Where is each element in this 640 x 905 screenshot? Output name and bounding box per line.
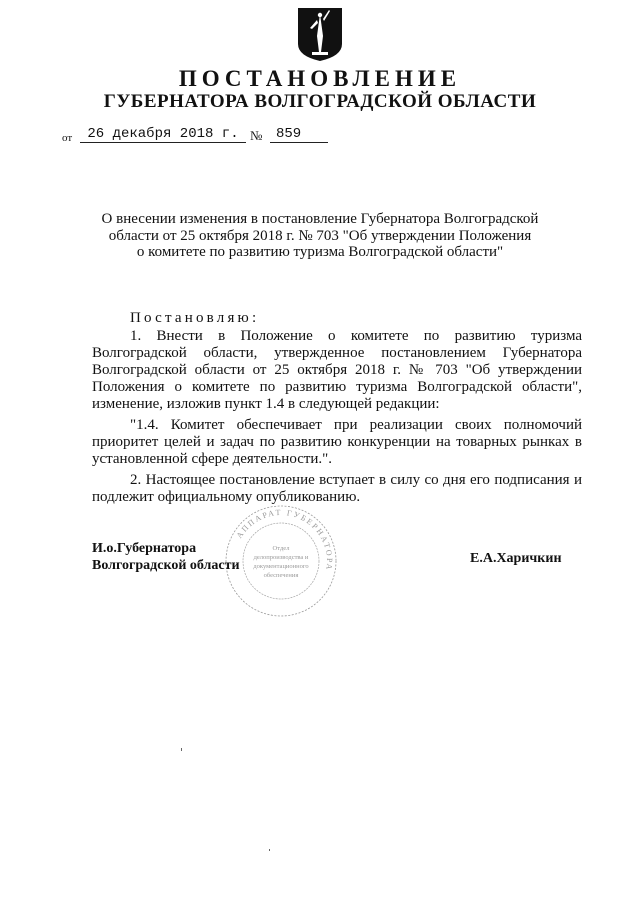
decree-word: Постановляю: [130, 310, 260, 326]
signatory-position-line: И.о.Губернатора [92, 541, 197, 556]
document-subject [90, 211, 550, 261]
subject-line: О внесении изменения в постановление Губернатора Волгоградской [101, 211, 539, 227]
official-seal-stamp [222, 502, 340, 620]
date-prefix: от [62, 132, 73, 144]
paragraph-quote: "1.4. Комитет обеспечивает при реализации своих полномочий приоритет целей и задач по развитию конкуренции на товарных рынках в установленной сфере деятельности.". [92, 417, 582, 467]
document-body [92, 310, 582, 506]
document-issuer: ГУБЕРНАТОРА ВОЛГОГРАДСКОЙ ОБЛАСТИ [103, 91, 537, 112]
document-number: 859 [270, 126, 328, 143]
signatory-position-line: Волгоградской области [92, 558, 240, 573]
stamp-center-text: обеспечения [263, 572, 299, 579]
stamp-center-text: Отдел [272, 545, 290, 552]
scan-speck [181, 748, 182, 751]
scan-speck [269, 849, 270, 851]
signatory-name: Е.А.Харичкин [470, 551, 562, 566]
stamp-ring-text: АППАРАТ ГУБЕРНАТОРА [234, 507, 335, 573]
coat-of-arms-emblem [296, 6, 344, 62]
document-date: 26 декабря 2018 г. [80, 126, 246, 143]
number-sign: № [250, 128, 263, 143]
stamp-center-text: документационного [253, 563, 309, 570]
paragraph-item-2: 2. Настоящее постановление вступает в силу со дня его подписания и подлежит официальному опубликованию. [92, 472, 582, 505]
paragraph-item-1: 1. Внести в Положение о комитете по развитию туризма Волгоградской области, утвержденное постановлением Губернатора Волгоградской области от 25 октября 2018 г. № 703 "Об утверждении Положения о комитете по развитию туризма Волгоградской области", изменение, изложив пункт 1.4 в следующей редакции: [92, 328, 582, 412]
date-number-line [62, 124, 362, 144]
stamp-center-text: делопроизводства и [253, 554, 309, 561]
subject-line: области от 25 октября 2018 г. № 703 "Об утверждении Положения [108, 227, 532, 244]
subject-line: о комитете по развитию туризма Волгоградской области" [136, 244, 504, 260]
document-title: ПОСТАНОВЛЕНИЕ [178, 66, 462, 91]
signatory-position [92, 540, 240, 574]
